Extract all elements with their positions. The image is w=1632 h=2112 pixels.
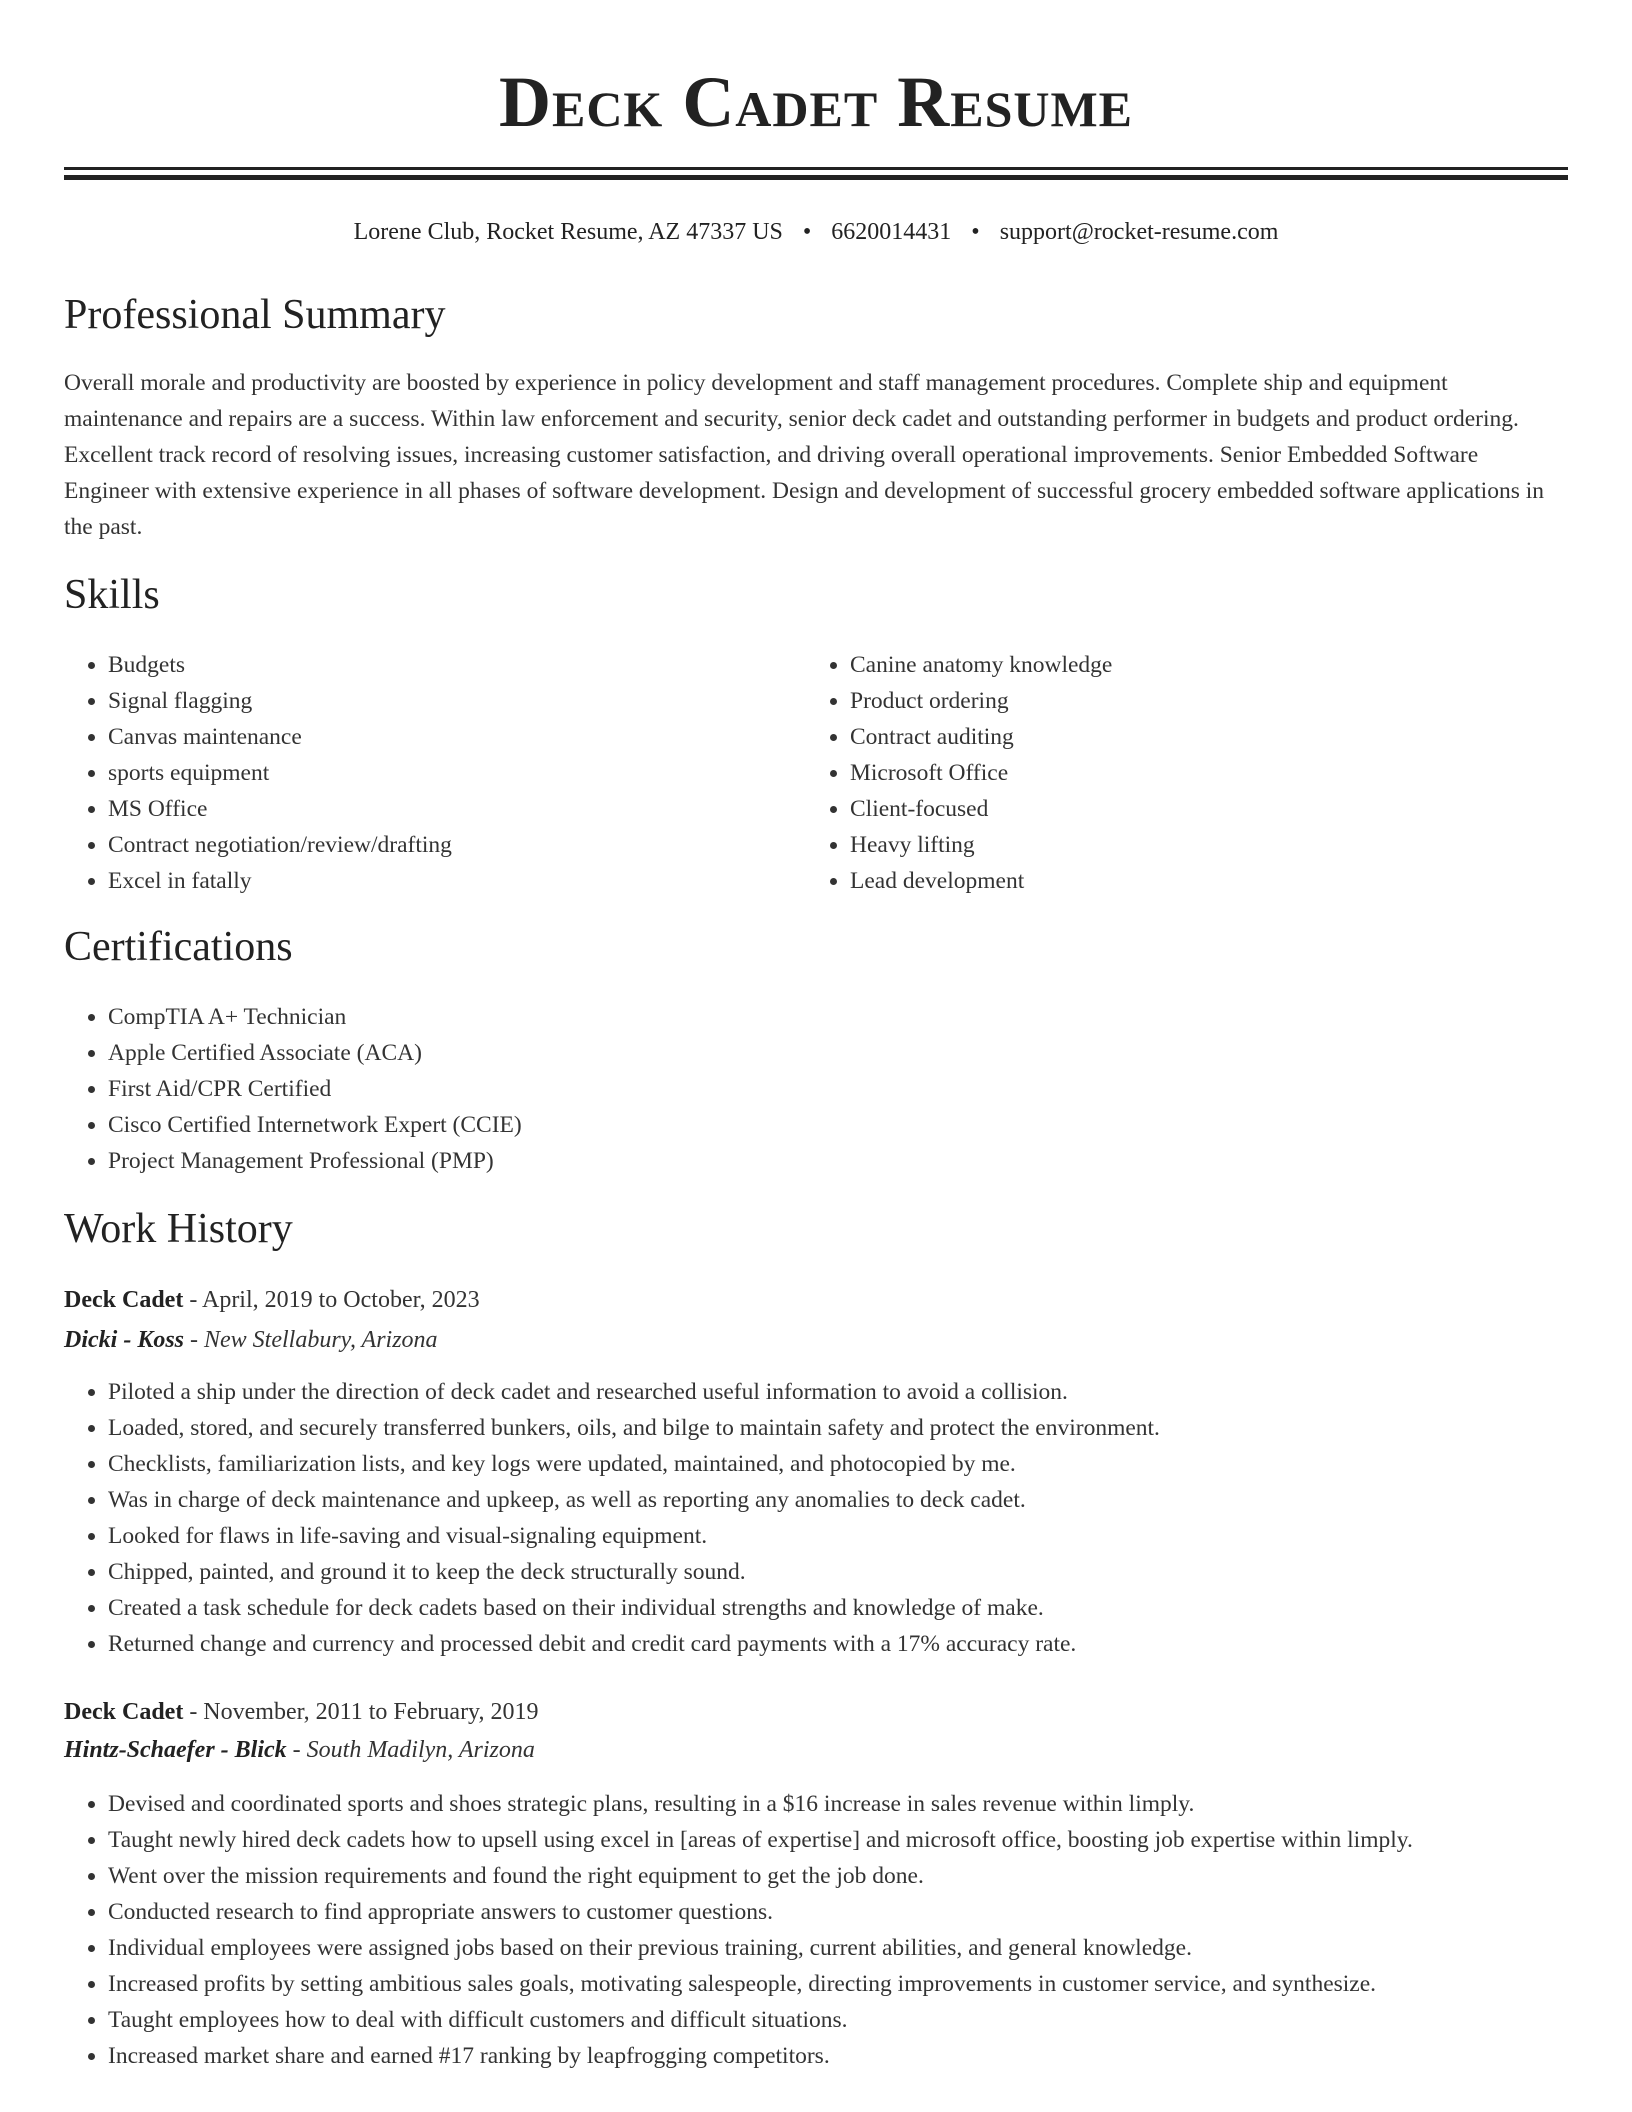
contact-phone: 6620014431 — [831, 219, 952, 245]
job-bullet: • Piloted a ship under the direction of deck cadet and researched useful information to avoid a collision. — [108, 1374, 1568, 1410]
certification-item: • Project Management Professional (PMP) — [108, 1143, 522, 1179]
job-bullet: • Taught newly hired deck cadets how to upsell using excel in [areas of expertise] and microsoft office, boosting job expertise within limply. — [108, 1822, 1568, 1858]
job-company-line — [64, 1732, 535, 1768]
skill-item: • Budgets — [108, 647, 764, 683]
job-title-line — [64, 1694, 539, 1730]
skills-list-right — [806, 647, 1506, 899]
job-bullet: • Loaded, stored, and securely transferred bunkers, oils, and bilge to maintain safety and protect the environment. — [108, 1410, 1568, 1446]
job-bullet: • Individual employees were assigned jobs based on their previous training, current abilities, and general knowledge. — [108, 1930, 1568, 1966]
title-divider-thin — [64, 175, 1568, 180]
certifications-heading: Certifications — [64, 924, 293, 970]
job-role: Deck Cadet — [64, 1287, 184, 1313]
job-bullet: • Taught employees how to deal with difficult customers and difficult situations. — [108, 2002, 1568, 2038]
summary-text: Overall morale and productivity are boosted by experience in policy development and staff management procedures. Complete ship and equipment maintenance and repairs are a success. Within law enforcement and security, senior deck cadet and outstanding performer in budgets and product ordering. Excellent track record of resolving issues, increasing customer satisfaction, and driving overall operational improvements. Senior Embedded Software Engineer with extensive experience in all phases of software development. Design and development of successful grocery embedded software applications in the past. — [64, 370, 1544, 540]
job-bullet: • Increased profits by setting ambitious sales goals, motivating salespeople, directing improvements in customer service, and synthesize. — [108, 1966, 1568, 2002]
resume-title: Deck Cadet Resume — [498, 62, 1134, 142]
skill-item: • Product ordering — [850, 683, 1506, 719]
skill-item: • Lead development — [850, 863, 1506, 899]
job-bullets-block — [64, 1786, 1568, 2074]
job-location: - South Madilyn, Arizona — [286, 1737, 535, 1763]
job-company: Dicki - Koss — [64, 1327, 184, 1353]
summary-heading: Professional Summary — [64, 292, 446, 338]
skill-item: • Heavy lifting — [850, 827, 1506, 863]
bullet-separator: • — [971, 219, 980, 245]
job-bullet: • Looked for flaws in life-saving and visual-signaling equipment. — [108, 1518, 1568, 1554]
skills-column-right — [806, 647, 1506, 899]
skill-item: • sports equipment — [108, 755, 764, 791]
skills-column-left — [64, 647, 764, 899]
job-dates: - November, 2011 to February, 2019 — [183, 1699, 539, 1725]
job-bullet: • Created a task schedule for deck cadets based on their individual strengths and knowledge of make. — [108, 1590, 1568, 1626]
certification-item: • CompTIA A+ Technician — [108, 999, 522, 1035]
job-bullet: • Increased market share and earned #17 ranking by leapfrogging competitors. — [108, 2038, 1568, 2074]
job-bullet-list — [64, 1374, 1568, 1662]
job-company-line — [64, 1322, 438, 1358]
job-bullet: • Checklists, familiarization lists, and key logs were updated, maintained, and photocopied by me. — [108, 1446, 1568, 1482]
skill-item: • Microsoft Office — [850, 755, 1506, 791]
contact-email: support@rocket-resume.com — [999, 219, 1279, 245]
work-history-heading: Work History — [64, 1206, 293, 1252]
job-location: - New Stellabury, Arizona — [184, 1327, 438, 1353]
job-bullet: • Chipped, painted, and ground it to keep the deck structurally sound. — [108, 1554, 1568, 1590]
job-bullet-list — [64, 1786, 1568, 2074]
job-company: Hintz-Schaefer - Blick — [64, 1737, 287, 1763]
job-role: Deck Cadet — [64, 1699, 184, 1725]
job-bullets-block — [64, 1374, 1568, 1662]
job-bullet: • Was in charge of deck maintenance and upkeep, as well as reporting any anomalies to deck cadet. — [108, 1482, 1568, 1518]
job-bullet: • Devised and coordinated sports and shoes strategic plans, resulting in a $16 increase in sales revenue within limply. — [108, 1786, 1568, 1822]
skill-item: • Contract negotiation/review/drafting — [108, 827, 764, 863]
certification-item: • First Aid/CPR Certified — [108, 1071, 522, 1107]
title-divider-thick — [64, 167, 1568, 170]
skill-item: • Canvas maintenance — [108, 719, 764, 755]
contact-address: Lorene Club, Rocket Resume, AZ 47337 US — [353, 219, 783, 245]
skills-heading: Skills — [64, 572, 160, 618]
skill-item: • MS Office — [108, 791, 764, 827]
skill-item: • Contract auditing — [850, 719, 1506, 755]
skills-list-left — [64, 647, 764, 899]
bullet-separator: • — [802, 219, 812, 245]
job-title-line — [64, 1282, 480, 1318]
certification-item: • Apple Certified Associate (ACA) — [108, 1035, 522, 1071]
skill-item: • Excel in fatally — [108, 863, 764, 899]
job-bullet: • Conducted research to find appropriate answers to customer questions. — [108, 1894, 1568, 1930]
certifications-list — [64, 999, 522, 1179]
skill-item: • Client-focused — [850, 791, 1506, 827]
job-bullet: • Went over the mission requirements and found the right equipment to get the job done. — [108, 1858, 1568, 1894]
certifications-block — [64, 999, 522, 1179]
skill-item: • Signal flagging — [108, 683, 764, 719]
job-dates: - April, 2019 to October, 2023 — [183, 1287, 480, 1313]
resume-page — [64, 0, 1568, 2069]
job-bullet: • Returned change and currency and processed debit and credit card payments with a 17% accuracy rate. — [108, 1626, 1568, 1662]
skill-item: • Canine anatomy knowledge — [850, 647, 1506, 683]
certification-item: • Cisco Certified Internetwork Expert (CCIE) — [108, 1107, 522, 1143]
contact-line — [64, 212, 1568, 252]
